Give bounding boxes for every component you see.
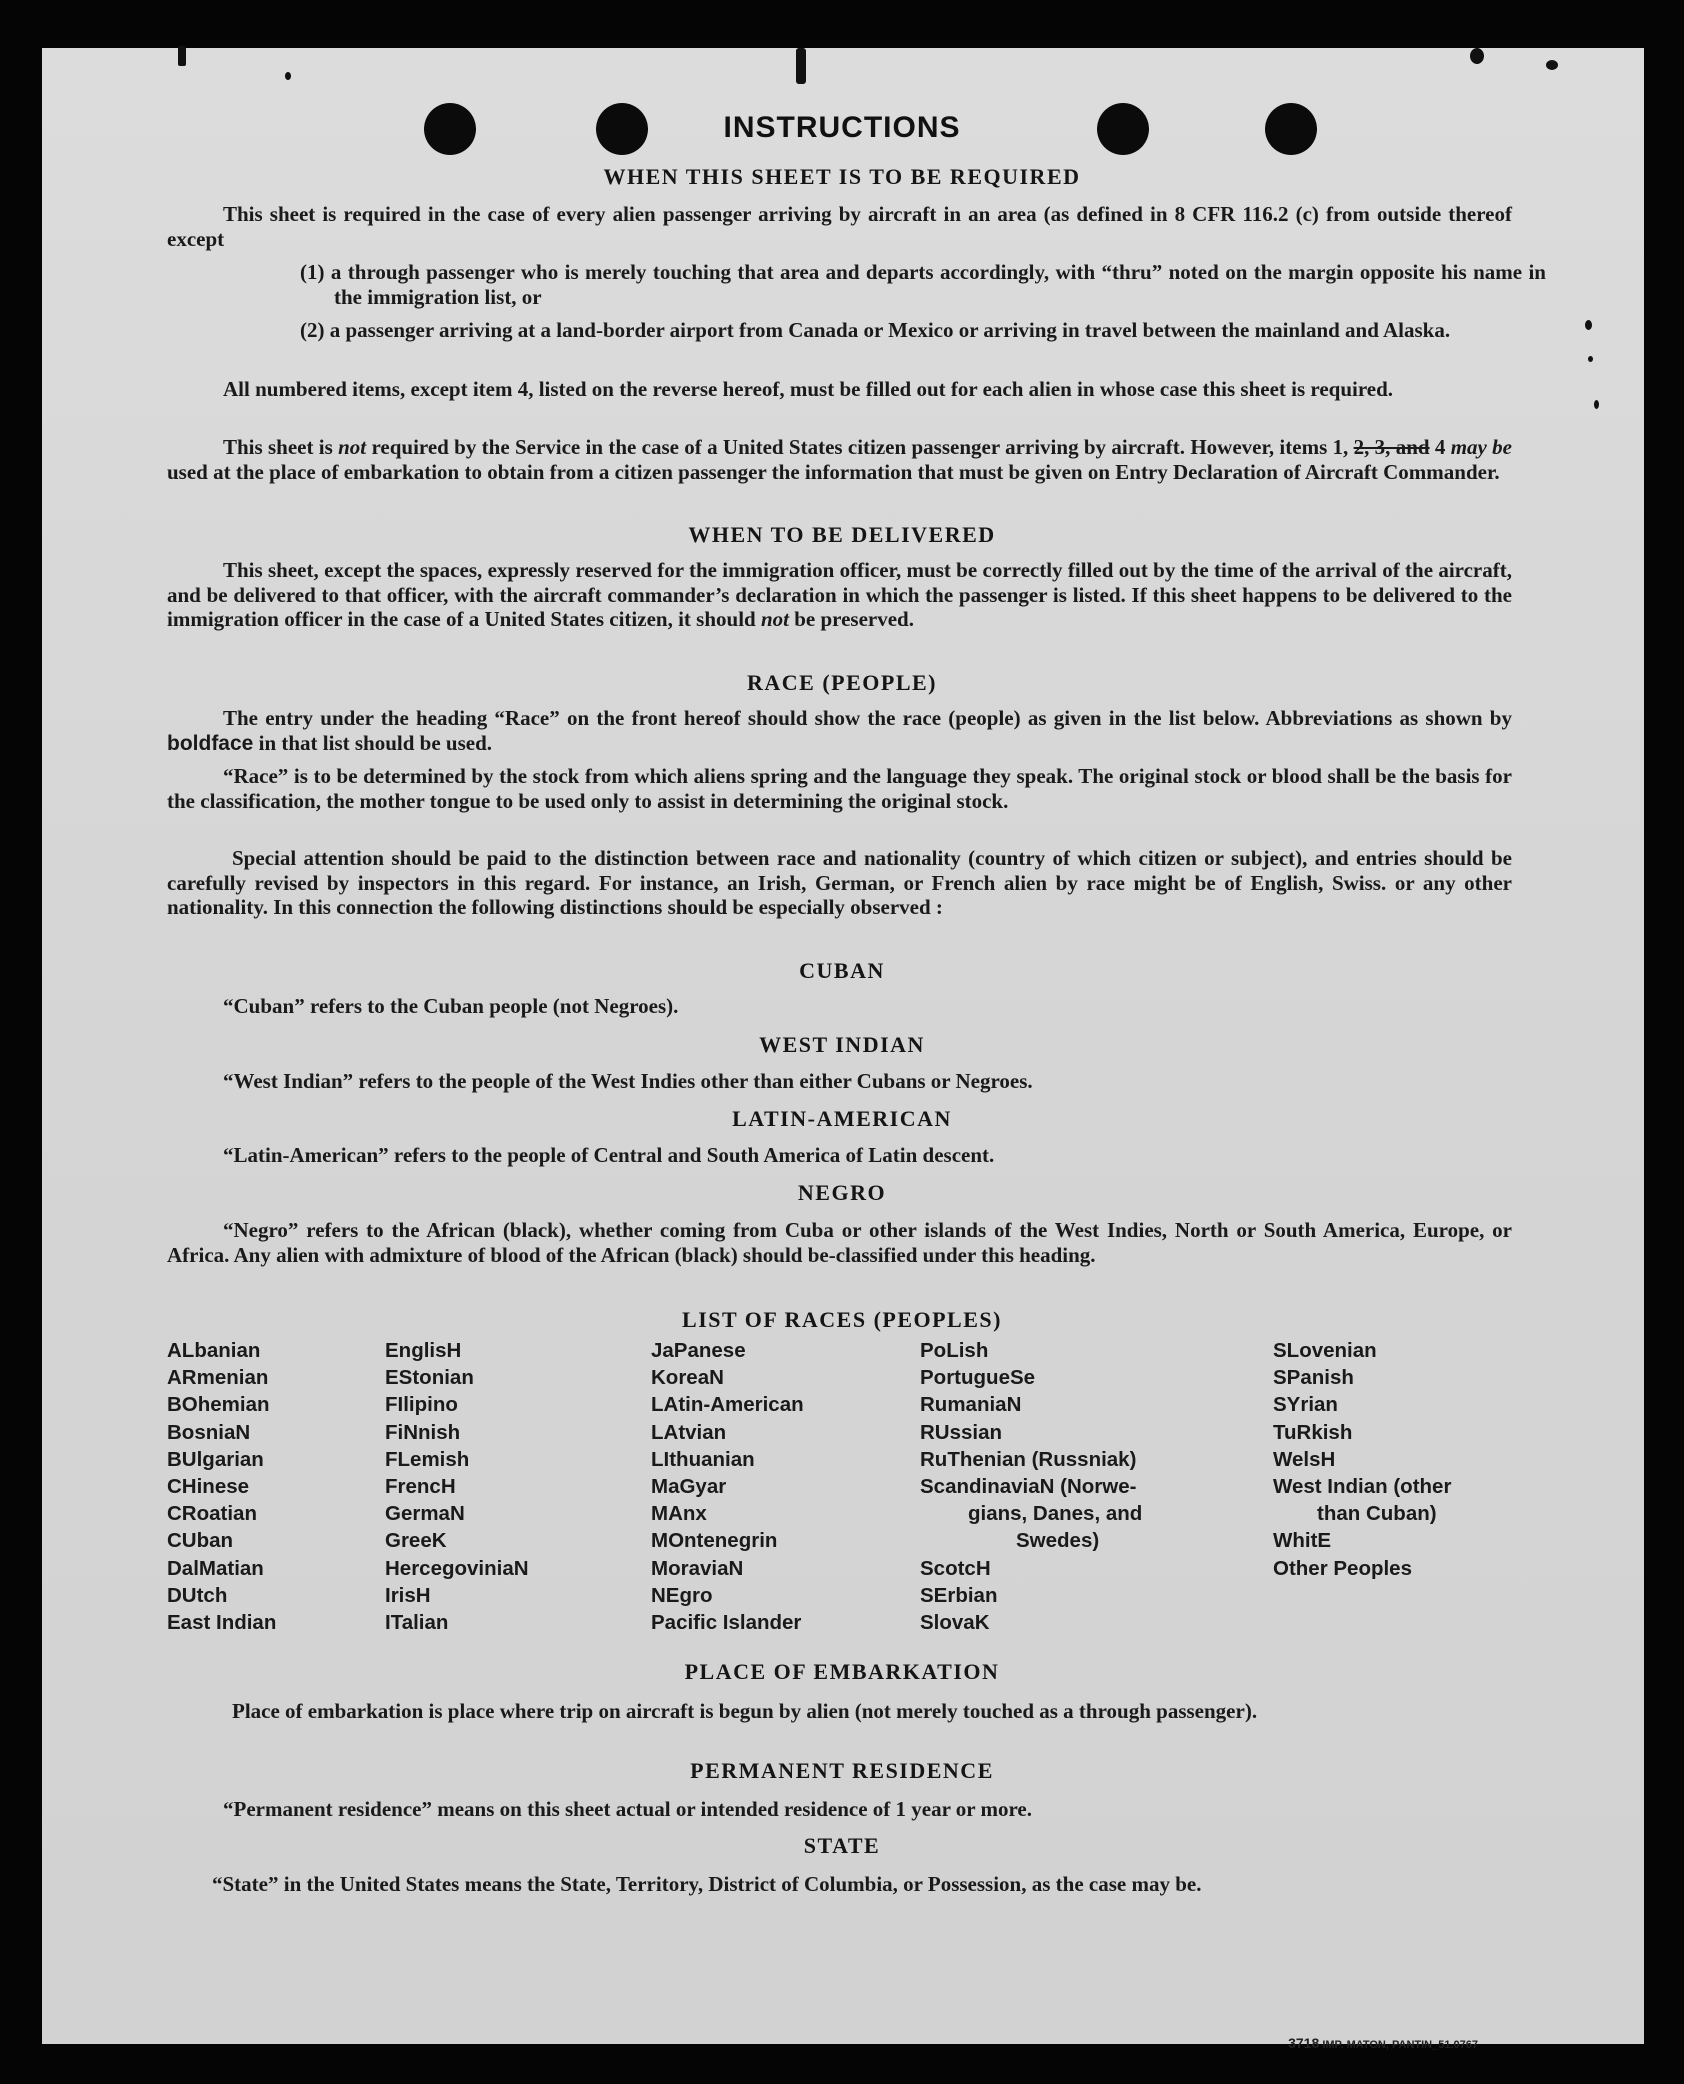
race-list-column-5 — [1273, 1337, 1451, 1582]
text-fragment: be preserved. — [788, 607, 914, 631]
race-item: West Indian (other — [1273, 1475, 1452, 1499]
race-item: GreeK — [385, 1529, 447, 1553]
item-thru-text: (1) a through passenger who is merely touching that area and departs accordingly, with “thru” noted on the margin opposite his name in the immigration list, or — [300, 260, 1546, 309]
text-state: “State” in the United States means the State, Territory, District of Columbia, or Possession, as the case may be. — [212, 1872, 1202, 1896]
race-list-column-2 — [385, 1337, 529, 1636]
heading-when-delivered: WHEN TO BE DELIVERED — [688, 522, 996, 547]
race-item: SLovenian — [1273, 1339, 1377, 1362]
race-item: East Indian — [167, 1611, 277, 1635]
race-item: CHinese — [167, 1475, 250, 1499]
para-not-required — [167, 435, 1512, 484]
race-item: JaPanese — [651, 1339, 746, 1362]
race-item: SlovaK — [920, 1611, 990, 1635]
heading-latin-american: LATIN-AMERICAN — [732, 1106, 952, 1131]
race-item: SPanish — [1273, 1366, 1354, 1390]
race-item: ScandinaviaN (Norwe- — [920, 1475, 1137, 1499]
form-number: 3718 — [1288, 2035, 1320, 2051]
heading-west-indian: WEST INDIAN — [759, 1032, 925, 1057]
printer-imprint — [1288, 2035, 1478, 2051]
text-west-indian: “West Indian” refers to the people of the West Indies other than either Cubans or Negroes. — [223, 1069, 1033, 1093]
race-item: DUtch — [167, 1583, 228, 1607]
race-item: PortugueSe — [920, 1366, 1036, 1390]
text-embarkation: Place of embarkation is place where trip on aircraft is begun by alien (not merely touched as a through passenger). — [232, 1699, 1258, 1723]
race-list-column-3 — [651, 1337, 804, 1636]
race-item: EStonian — [385, 1366, 474, 1390]
text-fragment: This sheet, except the spaces, expressly reserved for the immigration officer, must be correctly filled out by the time of the arrival of the aircraft, and be delivered to that officer, with the aircraft commander’s declaration in which the passenger is listed. If this sheet happens to be delivered to the immigration officer in the case of a United States citizen, it should — [167, 558, 1512, 631]
paper-mark — [796, 48, 806, 84]
text-negro: “Negro” refers to the African (black), whether coming from Cuba or other islands of the West Indies, North or South America, Europe, or Africa. Any alien with admixture of blood of the African (black) should be-classified under this heading. — [167, 1218, 1512, 1267]
race-item: EnglisH — [385, 1339, 462, 1362]
para-race-stock: “Race” is to be determined by the stock from which aliens spring and the language they speak. The original stock or blood shall be the basis for the classification, the mother tongue to be used only to assist in determining the original stock. — [167, 764, 1512, 813]
item-border-text: (2) a passenger arriving at a land-border airport from Canada or Mexico or arriving in travel between the mainland and Alaska. — [300, 318, 1451, 342]
heading-embarkation: PLACE OF EMBARKATION — [684, 1659, 1000, 1684]
list-item-thru — [300, 260, 1546, 309]
race-item: HercegoviniaN — [385, 1556, 529, 1580]
paper-mark — [1585, 320, 1592, 330]
race-item: RUssian — [920, 1420, 1003, 1444]
race-item: ALbanian — [167, 1339, 261, 1362]
race-item: WhitE — [1273, 1529, 1332, 1553]
race-item: RuThenian (Russniak) — [920, 1447, 1137, 1471]
race-item: Pacific Islander — [651, 1611, 802, 1635]
race-item: KoreaN — [651, 1366, 724, 1390]
heading-cuban: CUBAN — [799, 958, 885, 983]
race-item: CUban — [167, 1529, 234, 1553]
race-item: BOhemian — [167, 1393, 270, 1417]
race-item: MoraviaN — [651, 1556, 744, 1580]
para-delivered — [167, 558, 1512, 632]
paper-mark — [1546, 60, 1558, 70]
heading-list-of-races: LIST OF RACES (PEOPLES) — [682, 1307, 1002, 1332]
race-list-column-1 — [167, 1337, 276, 1636]
text-cuban: “Cuban” refers to the Cuban people (not Negroes). — [223, 994, 679, 1018]
paper-mark — [1588, 356, 1593, 362]
emphasis-not: not — [760, 607, 789, 631]
race-item: RumaniaN — [920, 1393, 1022, 1417]
race-item: BUlgarian — [167, 1447, 264, 1471]
race-item: NEgro — [651, 1583, 713, 1607]
emphasis-not: not — [338, 435, 367, 459]
race-item: WelsH — [1273, 1447, 1336, 1471]
heading-race: RACE (PEOPLE) — [747, 670, 937, 695]
race-item: ITalian — [385, 1611, 449, 1635]
race-item: TuRkish — [1273, 1420, 1353, 1444]
page-title: INSTRUCTIONS — [723, 111, 961, 144]
text-fragment: required by the Service in the case of a United States citizen passenger arriving by aircraft. However, items 1, — [366, 435, 1354, 459]
race-item: BosniaN — [167, 1420, 251, 1444]
text-fragment: used at the place of embarkation to obtain from a citizen passenger the information that must be given on Entry Declaration of Aircraft Commander. — [167, 459, 1500, 484]
race-item: LAtvian — [651, 1420, 727, 1444]
heading-when-required: WHEN THIS SHEET IS TO BE REQUIRED — [603, 164, 1081, 189]
race-item: MAnx — [651, 1502, 707, 1526]
text-fragment: The entry under the heading “Race” on the front hereof should show the race (people) as given in the list below. Abbreviations as shown by — [223, 706, 1512, 730]
boldface-word: boldface — [167, 731, 254, 755]
race-item: PoLish — [920, 1339, 989, 1362]
race-item: SErbian — [920, 1583, 998, 1607]
race-item: SYrian — [1273, 1393, 1338, 1417]
struck-text: 2, 3, and — [1353, 435, 1430, 459]
race-list-column-4 — [920, 1337, 1142, 1636]
race-item: gians, Danes, and — [968, 1502, 1143, 1526]
paper-mark — [285, 72, 291, 80]
list-item-border — [300, 318, 1546, 343]
text-fragment: 4 — [1429, 435, 1451, 459]
race-item: FLemish — [385, 1447, 470, 1471]
race-item: Swedes) — [1016, 1529, 1100, 1553]
race-item: than Cuban) — [1317, 1502, 1437, 1526]
paper-mark — [1594, 400, 1599, 409]
text-latin-american: “Latin-American” refers to the people of Central and South America of Latin descent. — [223, 1143, 995, 1167]
paper-mark — [1470, 48, 1484, 64]
race-item: MaGyar — [651, 1475, 727, 1499]
race-item: CRoatian — [167, 1502, 257, 1526]
text-fragment: This sheet is — [223, 435, 339, 459]
emphasis-may-be: may be — [1450, 435, 1513, 459]
race-item: IrisH — [385, 1583, 431, 1607]
race-item: LIthuanian — [651, 1447, 755, 1471]
para-race-entry — [167, 706, 1512, 756]
race-item: FiNnish — [385, 1420, 461, 1444]
para-required: This sheet is required in the case of every alien passenger arriving by aircraft in an area (as defined in 8 CFR 116.2 (c) from outside thereof except — [167, 202, 1512, 251]
race-item: LAtin-American — [651, 1393, 804, 1417]
race-item: GermaN — [385, 1502, 465, 1526]
para-numbered-items: All numbered items, except item 4, listed on the reverse hereof, must be filled out for each alien in whose case this sheet is required. — [223, 377, 1394, 401]
heading-state: STATE — [803, 1833, 881, 1858]
race-item: FrencH — [385, 1475, 456, 1499]
text-fragment: in that list should be used. — [253, 730, 493, 755]
race-item: FIlipino — [385, 1393, 458, 1417]
race-item: DalMatian — [167, 1556, 264, 1580]
race-item: MOntenegrin — [651, 1529, 778, 1553]
heading-negro: NEGRO — [797, 1180, 887, 1205]
race-item: ScotcH — [920, 1556, 991, 1580]
text-residence: “Permanent residence” means on this sheet actual or intended residence of 1 year or more. — [223, 1797, 1032, 1821]
heading-residence: PERMANENT RESIDENCE — [690, 1758, 994, 1783]
race-item: ARmenian — [167, 1366, 269, 1390]
para-race-distinction: Special attention should be paid to the distinction between race and nationality (country of which citizen or subject), and entries should be carefully revised by inspectors in this regard. For instance, an Irish, German, or French alien by race might be of English, Swiss. or any other nationality. In this connection the following distinctions should be especially observed : — [167, 846, 1512, 919]
printer-name: IMP. MATON, PANTIN_51.0767 — [1322, 2039, 1478, 2051]
race-item: Other Peoples — [1273, 1556, 1412, 1580]
paper-mark — [178, 46, 186, 66]
